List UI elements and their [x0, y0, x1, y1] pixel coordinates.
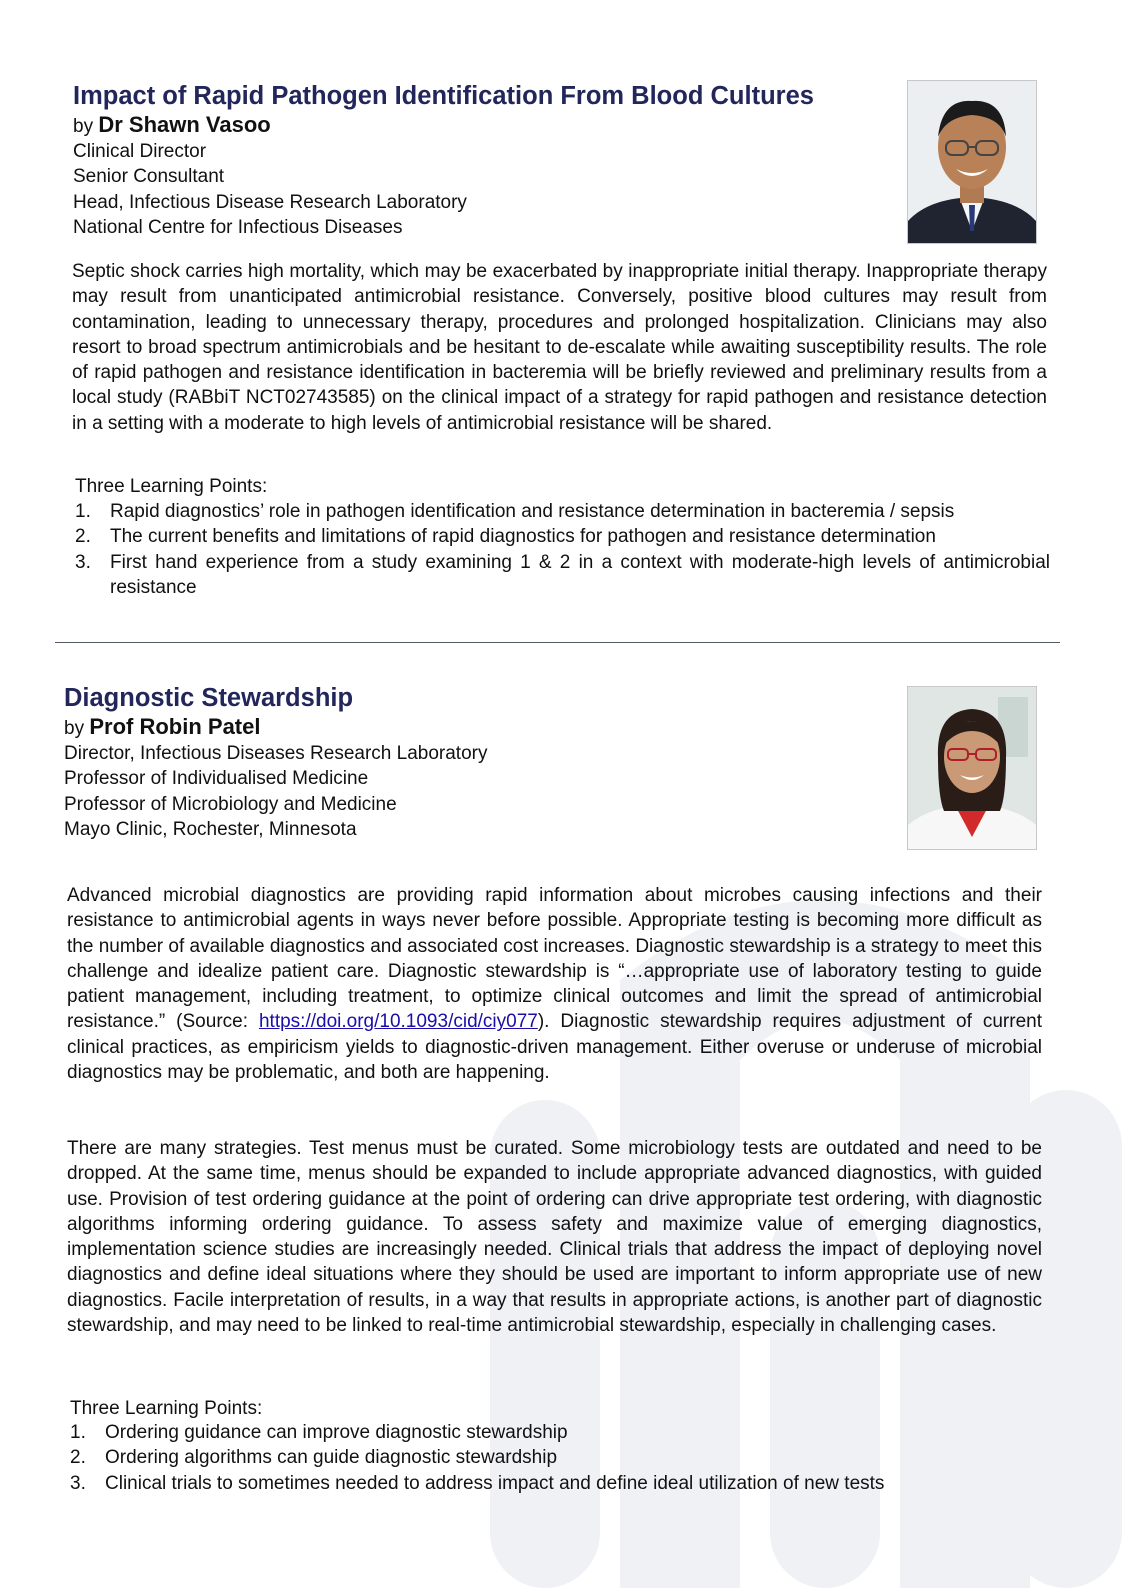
talk2-by-label: by — [64, 718, 85, 739]
list-item-text: Clinical trials to sometimes needed to address impact and define ideal utilization of new tests — [105, 1472, 885, 1494]
list-item-number: 1. — [75, 501, 91, 522]
list-item-text: The current benefits and limitations of rapid diagnostics for pathogen and resistance determination — [110, 526, 936, 548]
talk2-abstract-paragraph-1 — [67, 883, 1042, 1085]
speaker-portrait-icon — [908, 687, 1036, 849]
talk1-abstract: Septic shock carries high mortality, which may be exacerbated by inappropriate initial therapy. Inappropriate therapy may result from unanticipated antimicrobial resistance. Conversely, positive blood cultures may result from contamination, leading to unnecessary therapy, procedures and prolonged hospitalization. Clinicians may also resort to broad spectrum antimicrobials and be hesitant to de-escalate while awaiting susceptibility results. The role of rapid pathogen and resistance identification in bacteremia will be briefly reviewed and preliminary results from a local study (RABbiT NCT02743585) on the clinical impact of a strategy for rapid pathogen and resistance detection in a setting with a moderate to high levels of antimicrobial resistance will be shared. — [72, 261, 1047, 434]
talk2-learning-heading: Three Learning Points: — [70, 1398, 263, 1419]
list-item-text: Rapid diagnostics’ role in pathogen identification and resistance determination in bacteremia / sepsis — [110, 501, 955, 522]
talk2-byline — [64, 714, 487, 741]
talk1-learning-list — [75, 499, 1050, 600]
talk1-header — [73, 80, 814, 240]
speaker-portrait-icon — [908, 81, 1036, 243]
list-item-number: 2. — [75, 526, 91, 548]
talk1-role: Senior Consultant — [73, 166, 225, 188]
talk2-abstract-text: ). Diagnostic stewardship requires adjustment of current clinical practices, as empiricism yields to diagnostic-driven management. Either overuse or underuse of microbial diagnostics may be problematic, and both are happening. — [67, 1011, 1042, 1084]
talk2-header — [64, 682, 487, 842]
talk1-role: Clinical Director — [73, 141, 207, 162]
talk2-abstract-text: Advanced microbial diagnostics are providing rapid information about microbes causing infections and their resistance to antimicrobial agents in ways never before possible. Appropriate testing is becoming more difficult as the number of available diagnostics and associated cost increases. Diagnostic stewardship is a strategy to meet this challenge and idealize patient care. Diagnostic stewardship is “…appropriate use of laboratory testing to guide patient management, including treatment, to optimize clinical outcomes and limit the spread of antimicrobial resistance.” (Source: — [67, 885, 1042, 1033]
talk1-role: National Centre for Infectious Diseases — [73, 216, 403, 238]
doi-link[interactable]: https://doi.org/10.1093/cid/ciy077 — [258, 1011, 538, 1033]
list-item-text: First hand experience from a study examining 1 & 2 in a context with moderate-high levels of antimicrobial resistance — [110, 551, 1050, 598]
list-item — [75, 499, 1050, 524]
list-item-text: Ordering guidance can improve diagnostic stewardship — [105, 1422, 568, 1443]
talk2-role: Director, Infectious Diseases Research Laboratory — [64, 743, 488, 764]
list-item-number: 2. — [70, 1447, 86, 1469]
list-item — [75, 550, 1050, 601]
list-item-number: 1. — [70, 1422, 86, 1443]
talk2-learning-list — [70, 1420, 1045, 1496]
talk2-title: Diagnostic Stewardship — [64, 684, 354, 712]
list-item-number: 3. — [75, 551, 91, 573]
list-item — [70, 1420, 1045, 1445]
list-item — [70, 1445, 1045, 1470]
speaker-photo-patel — [907, 686, 1037, 850]
list-item-text: Ordering algorithms can guide diagnostic stewardship — [105, 1447, 558, 1469]
list-item-number: 3. — [70, 1472, 86, 1494]
talk2-role: Mayo Clinic, Rochester, Minnesota — [64, 818, 357, 840]
talk2-speaker-name: Prof Robin Patel — [89, 714, 261, 739]
talk1-role: Head, Infectious Disease Research Laboratory — [73, 191, 467, 213]
talk2-role: Professor of Microbiology and Medicine — [64, 793, 397, 815]
talk2-role: Professor of Individualised Medicine — [64, 768, 369, 790]
talk1-learning-heading: Three Learning Points: — [75, 476, 268, 497]
list-item — [75, 524, 1050, 549]
talk1-title: Impact of Rapid Pathogen Identification From Blood Cultures — [73, 82, 814, 110]
list-item — [70, 1471, 1045, 1496]
talk1-speaker-name: Dr Shawn Vasoo — [98, 112, 271, 137]
talk1-by-label: by — [73, 116, 94, 137]
talk1-byline — [73, 112, 814, 139]
talk2-abstract-paragraph-2: There are many strategies. Test menus must be curated. Some microbiology tests are outdated and need to be dropped. At the same time, menus should be expanded to include appropriate advanced diagnostics, with guided use. Provision of test ordering guidance at the point of ordering can drive appropriate test ordering, with diagnostic algorithms informing ordering guidance. To assess safety and maximize value of emerging diagnostics, implementation science studies are increasingly needed. Clinical trials that address the impact of deploying novel diagnostics and define ideal situations where they should be used are important to inform appropriate use of new diagnostics. Facile interpretation of results, in a way that results in appropriate actions, is another part of diagnostic stewardship, and may need to be linked to real-time antimicrobial stewardship, especially in challenging cases. — [67, 1138, 1042, 1337]
speaker-photo-vasoo — [907, 80, 1037, 244]
section-divider — [55, 642, 1060, 643]
